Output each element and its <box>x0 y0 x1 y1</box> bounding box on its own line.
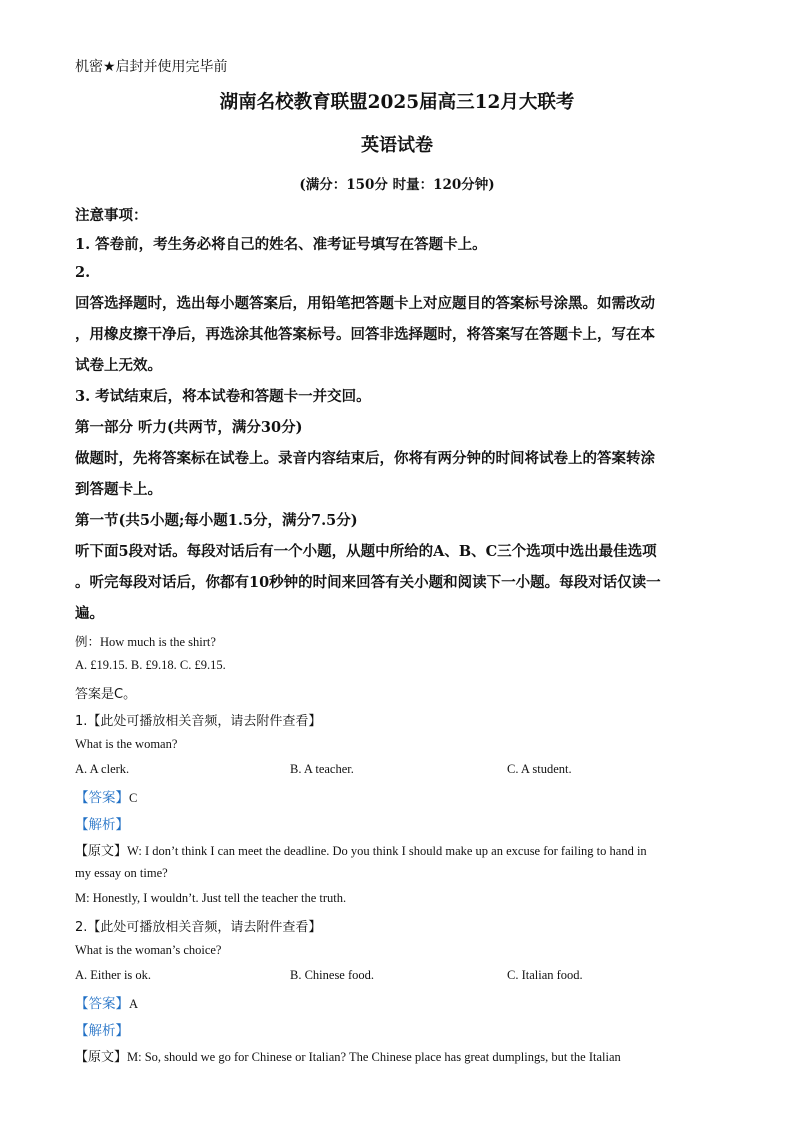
example-options: A. £19.15. B. £9.18. C. £9.15. <box>75 658 226 672</box>
original-text: M: So, should we go for Chinese or Italian? The Chinese place has great dumplings, but the Italian <box>127 1050 621 1064</box>
question-2-option-a: A. Either is ok. <box>75 968 152 982</box>
question-1-option-c: C. A student. <box>507 762 572 776</box>
question-1-answer <box>75 786 137 806</box>
example-question: 例：How much is the shirt? <box>75 635 216 649</box>
question-2-option-c: C. Italian food. <box>507 968 583 982</box>
question-2-answer <box>75 992 138 1012</box>
notes-item-2-number: 2. <box>75 264 91 281</box>
notes-heading: 注意事项： <box>75 207 148 224</box>
answer-tag: 【答案】 <box>75 790 129 806</box>
part1-instruction-line-2: 到答题卡上。 <box>75 481 162 498</box>
question-1-stem: What is the woman? <box>75 737 178 751</box>
question-1-analysis-tag: 【解析】 <box>75 817 129 833</box>
part1-instruction-line-1: 做题时，先将答案标在试卷上。录音内容结束后，你将有两分钟的时间将试卷上的答案转涂 <box>75 450 655 467</box>
original-text: W: I don’t think I can meet the deadline. Do you think I should make up an excuse for failing to hand in <box>127 844 647 858</box>
question-1-original-line-3: M: Honestly, I wouldn’t. Just tell the teacher the truth. <box>75 891 347 905</box>
exam-subtitle: 英语试卷 <box>361 135 433 156</box>
question-1-title: 1.【此处可播放相关音频，请去附件查看】 <box>75 714 322 729</box>
original-tag: 【原文】 <box>75 1050 128 1065</box>
question-1-original-line-2: my essay on time? <box>75 866 168 880</box>
example-answer: 答案是C。 <box>75 687 137 702</box>
section1-line-2: 。听完每段对话后，你都有10秒钟的时间来回答有关小题和阅读下一小题。每段对话仅读一 <box>75 574 661 591</box>
exam-title: 湖南名校教育联盟2025届高三12月大联考 <box>219 92 575 113</box>
score-time: (满分：150分 时量：120分钟) <box>299 177 495 193</box>
question-1-option-a: A. A clerk. <box>75 762 130 776</box>
notes-item-2-line-2: ，用橡皮擦干净后，再选涂其他答案标号。回答非选择题时，将答案写在答题卡上，写在本 <box>75 326 655 343</box>
question-1-option-b: B. A teacher. <box>290 762 354 776</box>
section1-heading: 第一节(共5小题;每小题1.5分，满分7.5分) <box>75 512 358 529</box>
answer-tag: 【答案】 <box>75 996 129 1012</box>
question-2-title: 2.【此处可播放相关音频，请去附件查看】 <box>75 920 322 935</box>
question-1-original-line-1 <box>75 840 647 859</box>
question-2-analysis-tag: 【解析】 <box>75 1023 129 1039</box>
notes-item-1: 1. 答卷前，考生务必将自己的姓名、准考证号填写在答题卡上。 <box>75 236 487 253</box>
question-2-option-b: B. Chinese food. <box>290 968 375 982</box>
question-2-stem: What is the woman’s choice? <box>75 943 222 957</box>
section1-line-3: 遍。 <box>75 605 104 622</box>
notes-item-2-line-1: 回答选择题时，选出每小题答案后，用铅笔把答题卡上对应题目的答案标号涂黑。如需改动 <box>75 295 655 312</box>
answer-value: A <box>129 997 139 1011</box>
answer-value: C <box>129 791 138 805</box>
confidential-mark: 机密★启封并使用完毕前 <box>75 59 228 75</box>
notes-item-2-line-3: 试卷上无效。 <box>75 357 162 374</box>
section1-line-1: 听下面5段对话。每段对话后有一个小题，从题中所给的A、B、C三个选项中选出最佳选项 <box>75 543 657 560</box>
original-tag: 【原文】 <box>75 844 128 859</box>
notes-item-3: 3. 考试结束后，将本试卷和答题卡一并交回。 <box>75 388 371 405</box>
question-2-original-line-1 <box>75 1046 621 1065</box>
part1-heading: 第一部分 听力(共两节，满分30分) <box>75 419 303 436</box>
